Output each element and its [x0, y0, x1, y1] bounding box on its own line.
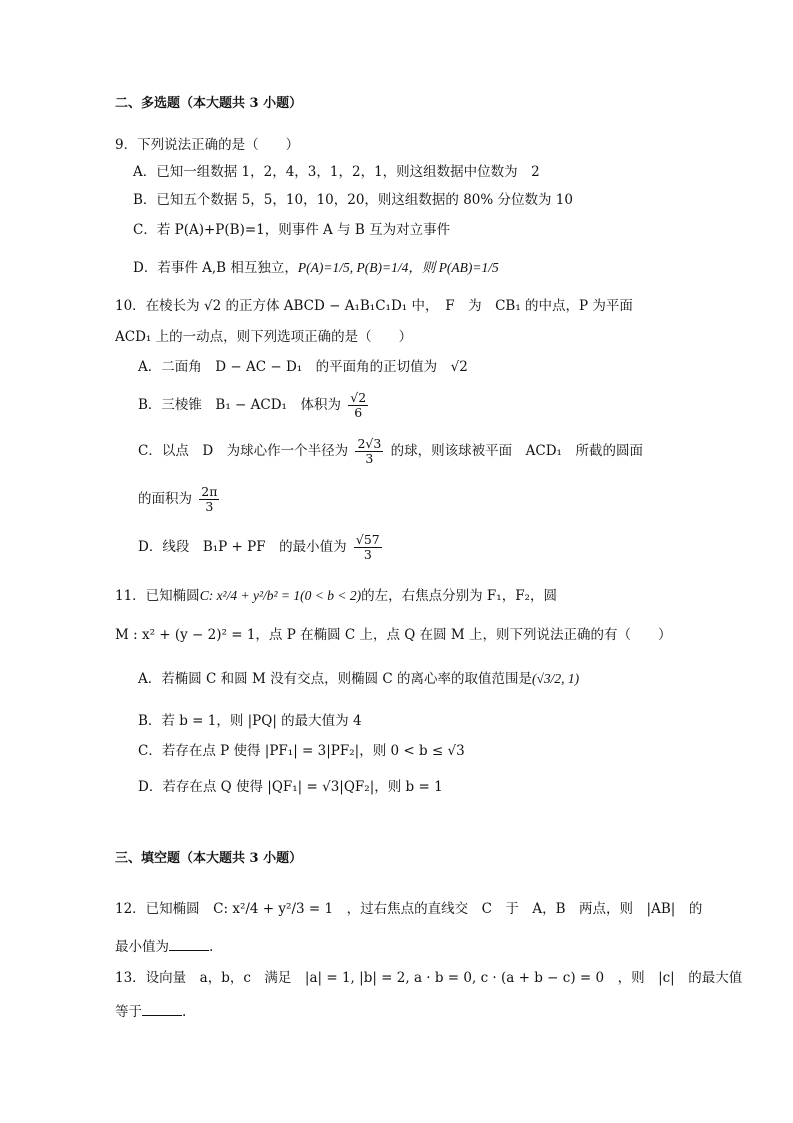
q12-answer-blank	[169, 937, 209, 951]
q10-option-c-suffix: 的球，则该球被平面 ACD₁ 所截的圆面	[390, 443, 643, 459]
q11-option-b: B．若 b = 1，则 |PQ| 的最大值为 4	[138, 713, 362, 729]
section-2-title: 二、多选题（本大题共 3 小题）	[115, 96, 303, 111]
q11-option-a	[138, 670, 579, 688]
q10-option-a: A．二面角 D − AC − D₁ 的平面角的正切值为 √2	[138, 359, 468, 375]
q12-stem-line2: 最小值为 .	[115, 939, 214, 955]
q11-stem-line1	[115, 587, 557, 605]
q10-option-c-area-fraction: $\frac{2\pi}{3}$	[201, 484, 218, 514]
section-3-title: 三、填空题（本大题共 3 小题）	[115, 851, 303, 866]
q11-option-c: C．若存在点 P 使得 |PF₁| = 3|PF₂|，则 0 < b ≤ √3	[138, 743, 465, 759]
q10-option-d	[138, 533, 385, 562]
q9-option-d-prefix: D．若事件 A,B 相互独立，	[133, 260, 298, 276]
q10-option-c-fraction: $\frac{2√3}{3}$	[357, 436, 382, 466]
q10-stem-line1: 10．在棱长为 √2 的正方体 ABCD − A₁B₁C₁D₁ 中， F 为 CB₁ 的中点，P 为平面	[115, 298, 633, 314]
q13-stem-line2: 等于 .	[115, 1004, 187, 1020]
q9-stem: 9．下列说法正确的是（ ）	[115, 137, 300, 153]
q9-option-d-math: P(A)=1/5, P(B)=1/4，则 P(AB)=1/5	[297, 260, 499, 275]
q11-option-a-prefix: A．若椭圆 C 和圆 M 没有交点，则椭圆 C 的离心率的取值范围是	[138, 671, 532, 687]
q13-stem-line1: 13．设向量 a，b，c 满足 |a| = 1, |b| = 2, a · b = 0, c · (a + b − c) = 0 ，则 |c| 的最大值	[115, 970, 743, 986]
q11-option-a-range: (√3/2, 1)	[531, 671, 580, 686]
q10-option-b	[138, 391, 371, 420]
q10-option-b-fraction: $\frac{√2}{6}$	[350, 390, 367, 420]
q10-option-b-prefix: B．三棱锥 B₁ − ACD₁ 体积为	[138, 397, 341, 413]
q11-stem-suffix: 的左，右焦点分别为 F₁，F₂，圆	[361, 588, 557, 604]
q9-option-c: C．若 P(A)+P(B)=1，则事件 A 与 B 互为对立事件	[133, 222, 451, 238]
q10-option-c-line2-text: 的面积为	[138, 491, 192, 507]
q11-ellipse-equation: C: x²/4 + y²/b² = 1(0 < b < 2)	[199, 588, 362, 603]
q10-option-c-line2	[138, 485, 222, 514]
q9-option-a: A．已知一组数据 1，2，4，3，1，2，1，则这组数据中位数为 2	[133, 164, 540, 180]
q11-option-d: D．若存在点 Q 使得 |QF₁| = √3|QF₂|，则 b = 1	[138, 779, 443, 795]
q9-option-b: B．已知五个数据 5，5，10，10，20，则这组数据的 80% 分位数为 10	[133, 192, 573, 208]
q10-option-c-prefix: C．以点 D 为球心作一个半径为	[138, 443, 349, 459]
q10-option-c	[138, 437, 643, 466]
q12-stem-line2-text: 最小值为	[115, 939, 169, 955]
q12-stem-line1: 12．已知椭圆 C: x²/4 + y²/3 = 1 ，过右焦点的直线交 C 于 A，B 两点，则 |AB| 的	[115, 901, 703, 917]
q13-answer-blank	[142, 1002, 182, 1016]
q9-option-d	[133, 259, 499, 277]
q11-stem-prefix: 11．已知椭圆	[115, 588, 200, 604]
q10-option-d-fraction: $\frac{√57}{3}$	[355, 532, 380, 562]
q10-stem-line2: ACD₁ 上的一动点，则下列选项正确的是（ ）	[115, 329, 413, 345]
q10-option-d-prefix: D．线段 B₁P + PF 的最小值为	[138, 539, 347, 555]
q11-stem-line2: M : x² + (y − 2)² = 1，点 P 在椭圆 C 上，点 Q 在圆 M 上，则下列说法正确的有（ ）	[115, 627, 672, 643]
q13-stem-line2-text: 等于	[115, 1004, 142, 1020]
